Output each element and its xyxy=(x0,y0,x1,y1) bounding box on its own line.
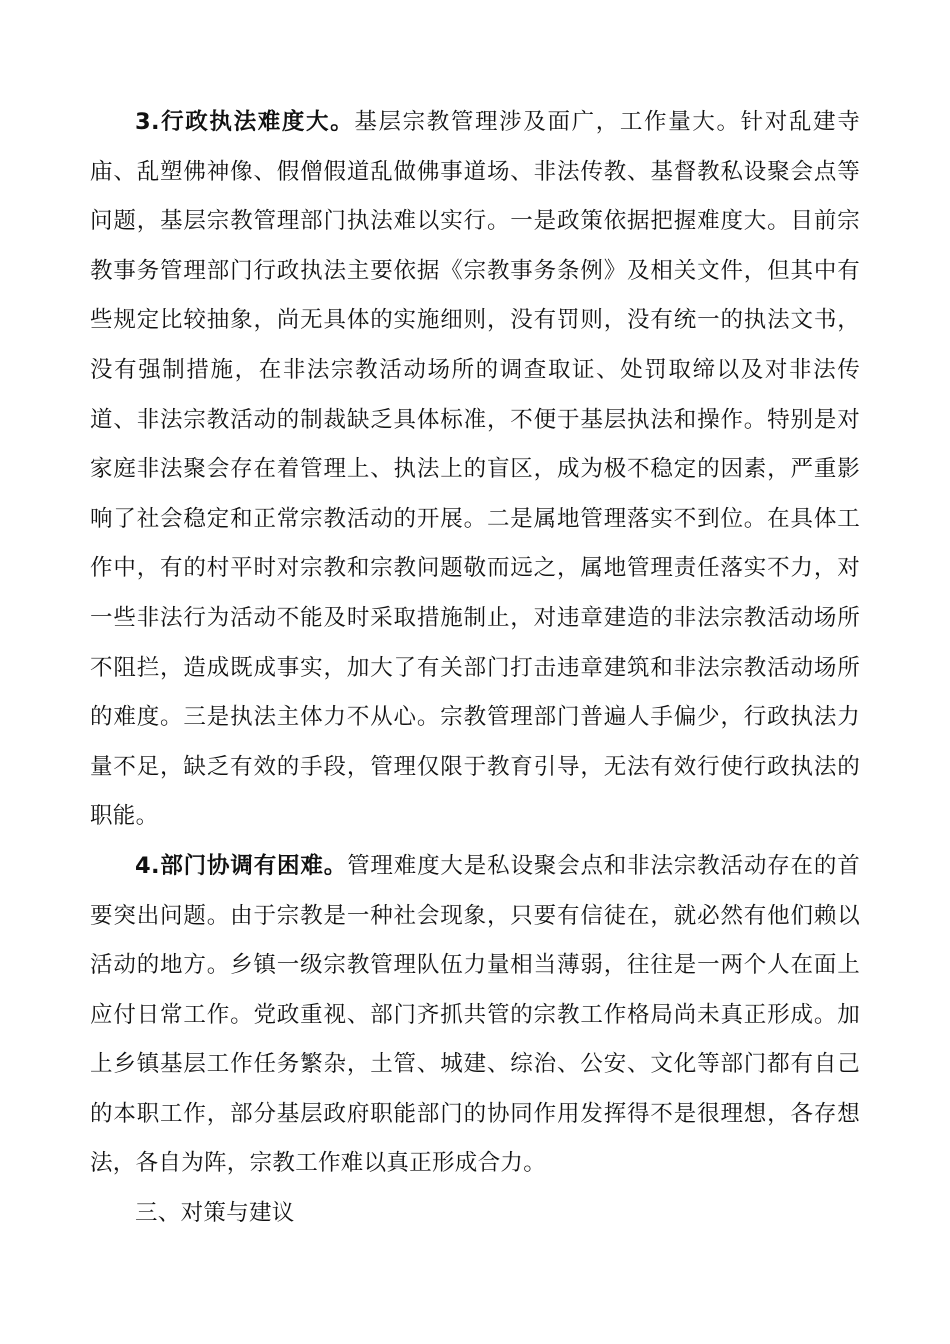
paragraph-lead: 3.行政执法难度大。 xyxy=(135,109,355,135)
document-body xyxy=(90,98,860,1239)
section-heading: 三、对策与建议 xyxy=(135,1200,295,1227)
paragraph-coordination xyxy=(90,842,860,1189)
paragraph-lead: 4.部门协调有困难。 xyxy=(135,852,348,879)
paragraph-text: 管理难度大是私设聚会点和非法宗教活动存在的首要突出问题。由于宗教是一种社会现象，只要有信徒在，就必然有他们赖以活动的地方。乡镇一级宗教管理队伍力量相当薄弱，往往是一两个人在面上应付日常工作。党政重视、部门齐抓共管的宗教工作格局尚未真正形成。加上乡镇基层工作任务繁杂，土管、城建、综治、公安、文化等部门都有自己的本职工作，部分基层政府职能部门的协同作用发挥得不是很理想，各存想法，各自为阵，宗教工作难以真正形成合力。 xyxy=(90,852,860,1177)
paragraph-text: 基层宗教管理涉及面广，工作量大。针对乱建寺庙、乱塑佛神像、假僧假道乱做佛事道场、非法传教、基督教私设聚会点等问题，基层宗教管理部门执法难以实行。一是政策依据把握难度大。目前宗教事务管理部门行政执法主要依据《宗教事务条例》及相关文件，但其中有些规定比较抽象，尚无具体的实施细则，没有罚则，没有统一的执法文书，没有强制措施，在非法宗教活动场所的调查取证、处罚取缔以及对非法传道、非法宗教活动的制裁缺乏具体标准，不便于基层执法和操作。特别是对家庭非法聚会存在着管理上、执法上的盲区，成为极不稳定的因素，严重影响了社会稳定和正常宗教活动的开展。二是属地管理落实不到位。在具体工作中，有的村平时对宗教和宗教问题敬而远之，属地管理责任落实不力，对一些非法行为活动不能及时采取措施制止，对违章建造的非法宗教活动场所不阻拦，造成既成事实，加大了有关部门打击违章建筑和非法宗教活动场所的难度。三是执法主体力不从心。宗教管理部门普遍人手偏少，行政执法力量不足，缺乏有效的手段，管理仅限于教育引导，无法有效行使行政执法的职能。 xyxy=(90,109,860,830)
paragraph-law-enforcement xyxy=(90,98,860,842)
